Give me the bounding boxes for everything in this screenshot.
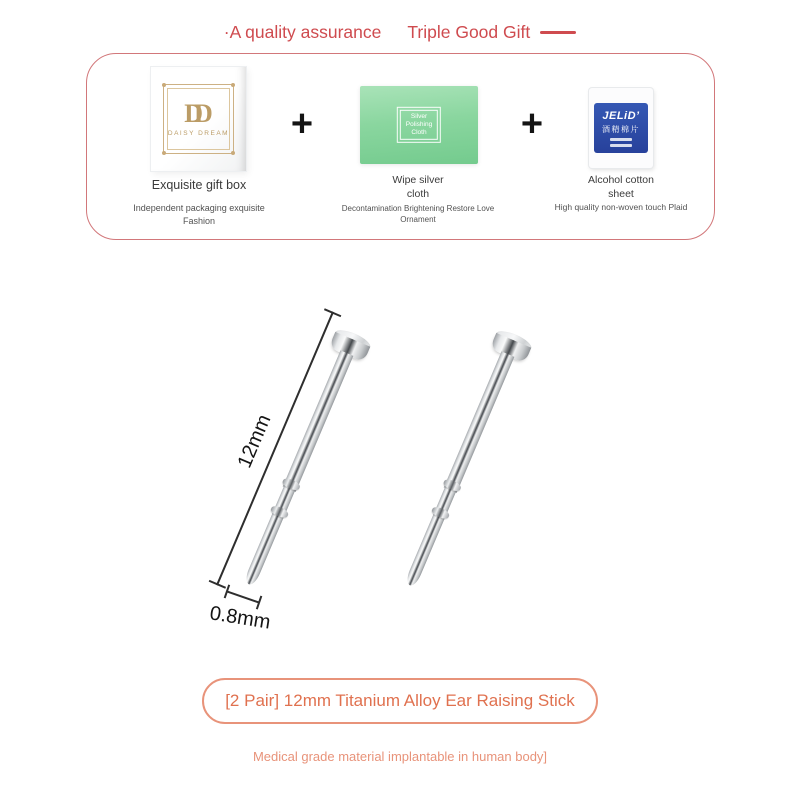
stick-shaft-tip xyxy=(404,485,456,587)
product-caption: Medical grade material implantable in human body] xyxy=(252,749,548,764)
width-dimension-line xyxy=(227,591,260,604)
width-dimension-label: 0.8mm xyxy=(208,602,272,634)
gift-box-gold-frame xyxy=(163,84,234,154)
gift-item-name-line: Wipe silver xyxy=(392,174,444,186)
cloth-tag-line: Polishing xyxy=(405,120,433,128)
cloth-label-tag xyxy=(397,107,441,143)
product-title-box xyxy=(202,678,598,724)
cloth-tag-line: Cloth xyxy=(411,129,427,137)
header xyxy=(0,22,800,43)
gift-item-name-line: sheet xyxy=(608,187,634,200)
plus-icon: + xyxy=(290,103,314,145)
dimension-tick xyxy=(256,596,262,610)
alcohol-pad-packet-image xyxy=(589,88,653,168)
dimension-tick xyxy=(324,308,341,317)
gift-box-image xyxy=(151,67,246,171)
header-right-text: Triple Good Gift xyxy=(407,22,531,42)
gift-item-name xyxy=(368,174,468,201)
product-title: [2 Pair] 12mm Titanium Alloy Ear Raising Stick xyxy=(225,691,575,710)
gift-item-description: Decontamination Brightening Restore Love Ornament xyxy=(341,204,495,225)
frame-corner-dot xyxy=(162,83,166,87)
gift-item-name-line: cloth xyxy=(406,187,430,200)
frame-corner-dot xyxy=(231,83,235,87)
jelid-chinese-label: 酒精棉片 xyxy=(602,125,640,134)
cloth-label-tag-inner xyxy=(400,110,438,140)
header-dash-line xyxy=(540,31,576,34)
gift-item-description: Independent packaging exquisite Fashion xyxy=(133,203,265,226)
jelid-feature-bar xyxy=(610,144,632,147)
gift-item-name-line: Alcohol cotton xyxy=(588,174,654,186)
length-dimension-label: 12mm xyxy=(233,411,276,472)
gift-item-name xyxy=(99,177,299,193)
daisy-dream-monogram: DD xyxy=(184,99,204,128)
header-left-text: ·A quality assurance xyxy=(223,22,382,42)
frame-corner-dot xyxy=(231,151,235,155)
plus-icon: + xyxy=(520,103,544,145)
ear-stick-right xyxy=(390,326,537,594)
gift-item-description: High quality non-woven touch Plaid xyxy=(554,202,688,212)
stick-shaft xyxy=(444,351,515,493)
daisy-dream-brand-text: DAISY DREAM xyxy=(167,130,230,137)
gift-item-name xyxy=(571,174,671,201)
jelid-feature-bar xyxy=(610,138,632,141)
jelid-blue-panel xyxy=(594,103,648,153)
dimension-tick xyxy=(209,580,226,589)
gift-panel xyxy=(86,53,715,240)
gift-item-name-line: Exquisite gift box xyxy=(151,178,247,192)
cloth-tag-line: Silver xyxy=(410,112,428,120)
jelid-logo: JELiD’ xyxy=(602,110,640,122)
stick-shaft xyxy=(283,350,354,492)
frame-corner-dot xyxy=(162,151,166,155)
silver-polishing-cloth-image xyxy=(360,86,478,164)
